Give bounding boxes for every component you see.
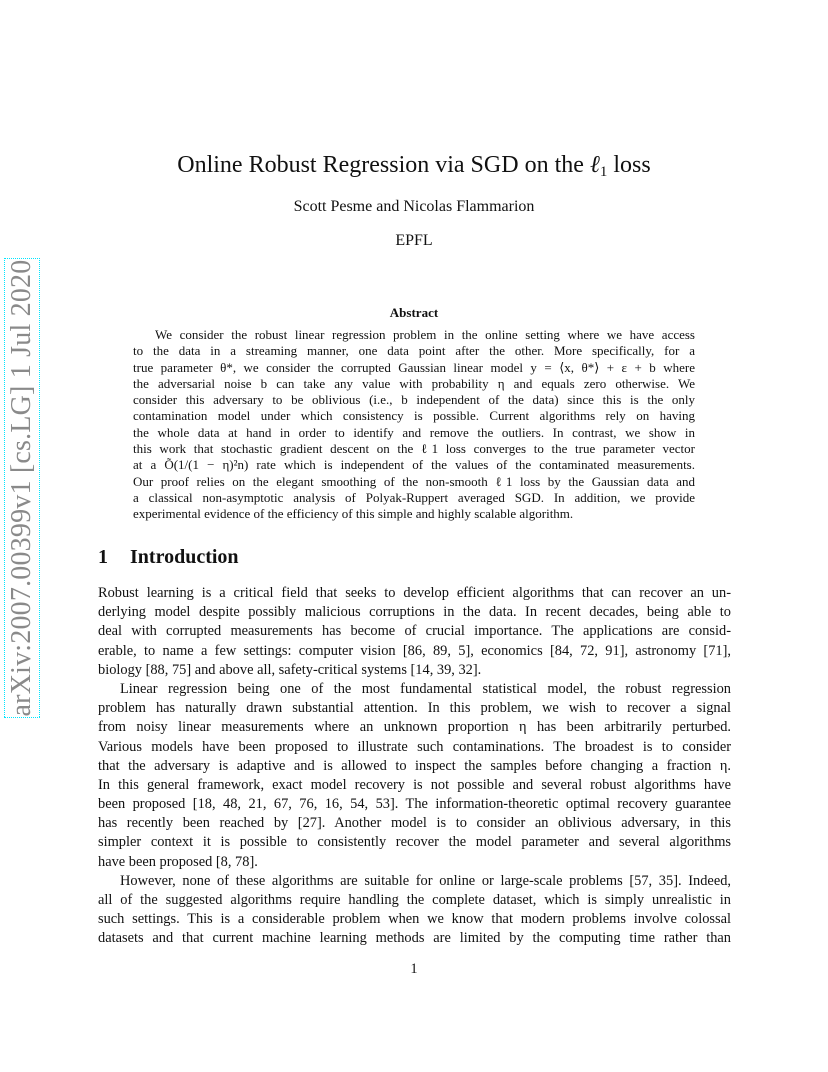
body-line: been proposed [18, 48, 21, 67, 76, 16, 54, 53]. The information-theoretic optimal recovery guarantee bbox=[98, 796, 731, 813]
body-line: all of the suggested algorithms require handling the complete dataset, which is simply unrealistic in bbox=[98, 892, 731, 908]
abstract-line: a classical non-asymptotic analysis of Polyak-Ruppert averaged SGD. In addition, we provide bbox=[133, 489, 695, 505]
body-line: biology [88, 75] and above all, safety-critical systems [14, 39, 32]. bbox=[98, 661, 482, 678]
abstract-line: Our proof relies on the elegant smoothing of the non-smooth ℓ1 loss by the Gaussian data and bbox=[133, 473, 695, 489]
body-line: However, none of these algorithms are suitable for online or large-scale problems [57, 35]. Indeed, bbox=[120, 872, 731, 889]
body-line: such settings. This is a considerable problem when we know that modern problems involve colossal bbox=[98, 911, 731, 928]
abstract-line: the whole data at hand in order to identify and remove the outliers. In contrast, we show in bbox=[133, 424, 695, 440]
abstract-line: the adversarial noise b can take any value with probability η and equals zero otherwise. We bbox=[133, 375, 695, 391]
body-line: datasets and that current machine learning methods are limited by the computing time rather than bbox=[98, 930, 731, 947]
body-line: In this general framework, exact model recovery is not possible and several robust algorithms have bbox=[98, 776, 731, 793]
abstract-body bbox=[133, 327, 695, 523]
abstract-line: experimental evidence of the efficiency of this simple and highly scalable algorithm. bbox=[133, 506, 574, 522]
body-line: derlying model despite possibly malicious corruptions in the data. In recent decades, being able to bbox=[98, 604, 731, 621]
paper-authors: Scott Pesme and Nicolas Flammarion bbox=[293, 198, 535, 215]
paper-affiliation: EPFL bbox=[395, 232, 433, 249]
section-heading-introduction bbox=[98, 546, 239, 569]
paper-title-subscript: 1 bbox=[599, 164, 608, 180]
body-line: from noisy linear measurements where an unknown proportion η has been arbitrarily perturbed. bbox=[98, 719, 731, 736]
abstract-line: to the data in a streaming manner, one data point after the other. More specifically, for a bbox=[133, 343, 695, 359]
body-line: erable, to name a few settings: computer vision [86, 89, 5], economics [84, 72, 91], astronomy [71], bbox=[98, 642, 731, 659]
abstract-line: We consider the robust linear regression problem in the online setting where we have access bbox=[155, 327, 695, 342]
body-line: deal with corrupted measurements has become of crucial importance. The applications are consid- bbox=[98, 623, 731, 640]
body-line: problem has naturally drawn substantial attention. In this problem, we wish to recover a signal bbox=[98, 700, 731, 717]
body-line: has recently been reached by [27]. Another model is to consider an oblivious adversary, in this bbox=[98, 815, 731, 832]
body-line: Robust learning is a critical field that seeks to develop efficient algorithms that can recover an un- bbox=[98, 585, 731, 601]
arxiv-identifier-stamp[interactable] bbox=[0, 259, 52, 717]
page-number: 1 bbox=[410, 961, 418, 977]
abstract-heading: Abstract bbox=[389, 305, 439, 320]
arxiv-identifier-link[interactable]: arXiv:2007.00399v1 [cs.LG] 1 Jul 2020 bbox=[6, 259, 37, 717]
body-line: Linear regression being one of the most fundamental statistical model, the robust regression bbox=[120, 680, 731, 697]
section-title: Introduction bbox=[130, 546, 239, 568]
abstract-line: at a Õ(1/(1 − η)²n) rate which is independent of the values of the contaminated measurements. bbox=[133, 457, 695, 473]
paper-title-suffix: loss bbox=[613, 152, 651, 178]
body-line: that the adversary is adaptive and is allowed to inspect the samples before changing a fraction η. bbox=[98, 757, 731, 774]
body-line: Various models have been proposed to illustrate such contaminations. The broadest is to consider bbox=[98, 738, 731, 755]
abstract-line: contamination model under which consistency is possible. Current algorithms rely on having bbox=[133, 408, 695, 424]
introduction-body bbox=[98, 584, 731, 949]
paper-title-ell-symbol: ℓ bbox=[589, 152, 600, 178]
abstract-line: consider this adversary to be oblivious (i.e., b independent of the data) since this is the only bbox=[133, 392, 695, 408]
body-line: have been proposed [8, 78]. bbox=[98, 853, 258, 870]
abstract-line: true parameter θ*, we consider the corrupted Gaussian linear model y = ⟨x, θ*⟩ + ε + b where bbox=[133, 359, 695, 375]
paper-title bbox=[0, 150, 828, 180]
body-line: simpler context it is possible to consistently recover the model parameter and several algorithms bbox=[98, 834, 731, 851]
section-number: 1 bbox=[98, 546, 108, 568]
abstract-line: this work that stochastic gradient descent on the ℓ1 loss converges to the true parameter vector bbox=[133, 441, 695, 457]
paper-title-text: Online Robust Regression via SGD on the bbox=[177, 152, 584, 178]
